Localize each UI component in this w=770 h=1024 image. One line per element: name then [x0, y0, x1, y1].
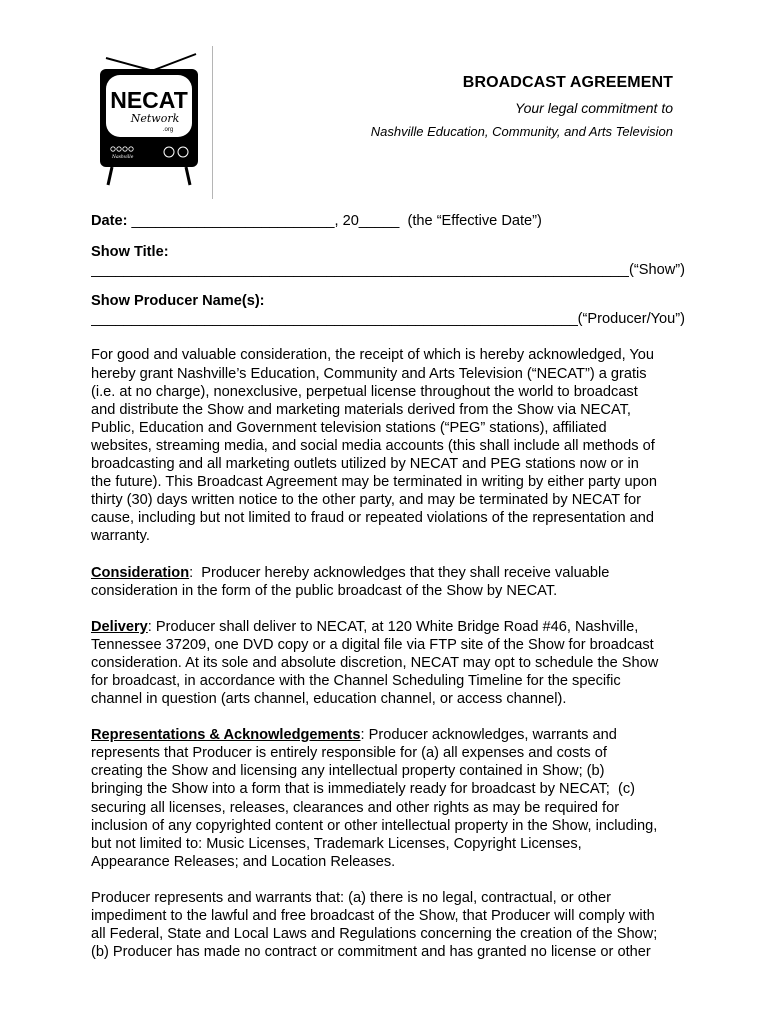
warranties-line: Producer represents and warrants that: (a) there is no legal, contractual, or other — [91, 889, 611, 906]
representations-line: Appearance Releases; and Location Releases. — [91, 853, 396, 870]
consideration-text: : Producer hereby acknowledges that they shall receive valuable — [189, 564, 610, 581]
delivery-line: for broadcast, in accordance with the Channel Scheduling Timeline for the specific — [91, 672, 621, 689]
tv-legs-icon — [108, 167, 190, 185]
logo-bottom-text: Nashville — [112, 155, 134, 160]
intro-line: the future). This Broadcast Agreement may be terminated in writing by either party upon — [91, 474, 657, 491]
delivery-heading: Delivery — [91, 618, 148, 635]
intro-line: (i.e. at no charge), nonexclusive, perpetual license throughout the world to broadcast — [91, 383, 638, 400]
show-title-label: Show Title: — [91, 244, 169, 261]
intro-line: thirty (30) days written notice to the other party, and may be terminated by NECAT for — [91, 492, 641, 509]
representations-line: bringing the Show into a form that is immediately ready for broadcast by NECAT; (c) — [91, 781, 635, 798]
agreement-body — [91, 212, 685, 961]
delivery-text: : Producer shall deliver to NECAT, at 120 White Bridge Road #46, Nashville, — [147, 618, 639, 635]
necat-tv-logo — [92, 48, 212, 190]
representations-line: securing all licenses, releases, clearances and other rights as may be required for — [91, 799, 620, 816]
representations-line: inclusion of any copyrighted content or other intellectual property in the Show, including, — [91, 817, 658, 834]
representations-line: represents that Producer is entirely responsible for (a) all expenses and costs of — [91, 745, 607, 762]
intro-line: broadcasting and all marketing outlets utilized by NECAT and PEG stations now or in — [91, 456, 639, 473]
date-label: Date: — [91, 213, 128, 229]
producer-label: Show Producer Name(s): — [91, 293, 265, 310]
warranties-section — [91, 889, 685, 961]
warranties-line: (b) Producer has made no contract or commitment and has granted no license or other — [91, 944, 651, 961]
intro-line: hereby grant Nashville’s Education, Community and Arts Television (“NECAT”) a gratis — [91, 365, 647, 382]
logo-brand: NECAT — [110, 87, 188, 113]
show-suffix: (“Show”) — [629, 262, 685, 279]
intro-line: Public, Education and Government television stations (“PEG” stations), affiliated — [91, 419, 607, 436]
header-divider — [212, 46, 213, 199]
tv-antenna-icon — [106, 54, 196, 70]
intro-line: and distribute the Show and marketing materials derived from the Show via NECAT, — [91, 401, 631, 418]
intro-paragraph — [91, 346, 685, 545]
delivery-line: channel in question (arts channel, education channel, or access channel). — [91, 691, 567, 708]
intro-line: For good and valuable consideration, the receipt of which is hereby acknowledged, You — [91, 347, 655, 364]
representations-line: but not limited to: Music Licenses, Trademark Licenses, Copyright Licenses, — [91, 835, 582, 852]
producer-line — [91, 310, 685, 328]
show-title-field[interactable] — [91, 261, 629, 279]
delivery-section — [91, 618, 685, 708]
consideration-line: consideration in the form of the public broadcast of the Show by NECAT. — [91, 582, 558, 599]
intro-line: warranty. — [91, 528, 150, 545]
representations-section — [91, 726, 685, 871]
date-line — [91, 212, 685, 230]
organization-name: Nashville Education, Community, and Arts Television — [370, 124, 673, 139]
producer-name-field[interactable] — [91, 310, 578, 328]
representations-line: creating the Show and licensing any intellectual property contained in Show; (b) — [91, 763, 605, 780]
date-blank[interactable]: _________________________, 20_____ (the “Effective Date”) — [127, 213, 542, 229]
representations-text: : Producer acknowledges, warrants and — [360, 727, 617, 744]
intro-line: websites, streaming media, and social media accounts (this shall include all methods of — [91, 437, 655, 454]
delivery-line: Tennessee 37209, one DVD copy or a digital file via FTP site of the Show for broadcast — [91, 636, 654, 653]
document-title: BROADCAST AGREEMENT — [462, 74, 673, 91]
producer-suffix: (“Producer/You”) — [577, 311, 685, 328]
logo-sub: Network — [130, 112, 180, 125]
logo-tld: .org — [162, 127, 174, 133]
representations-heading: Representations & Acknowledgements — [91, 727, 361, 744]
warranties-line: impediment to the lawful and free broadcast of the Show, that Producer will comply with — [91, 908, 655, 924]
consideration-section — [91, 564, 685, 600]
consideration-heading: Consideration — [91, 564, 190, 581]
intro-line: cause, including but not limited to fraud or repeated violations of the representation and — [91, 510, 655, 527]
warranties-line: all Federal, State and Local Laws and Regulations concerning the creation of the Show; — [91, 926, 658, 943]
document-subtitle: Your legal commitment to — [515, 100, 673, 116]
show-title-line — [91, 261, 685, 279]
delivery-line: consideration. At its sole and absolute discretion, NECAT may opt to schedule the Show — [91, 654, 659, 671]
